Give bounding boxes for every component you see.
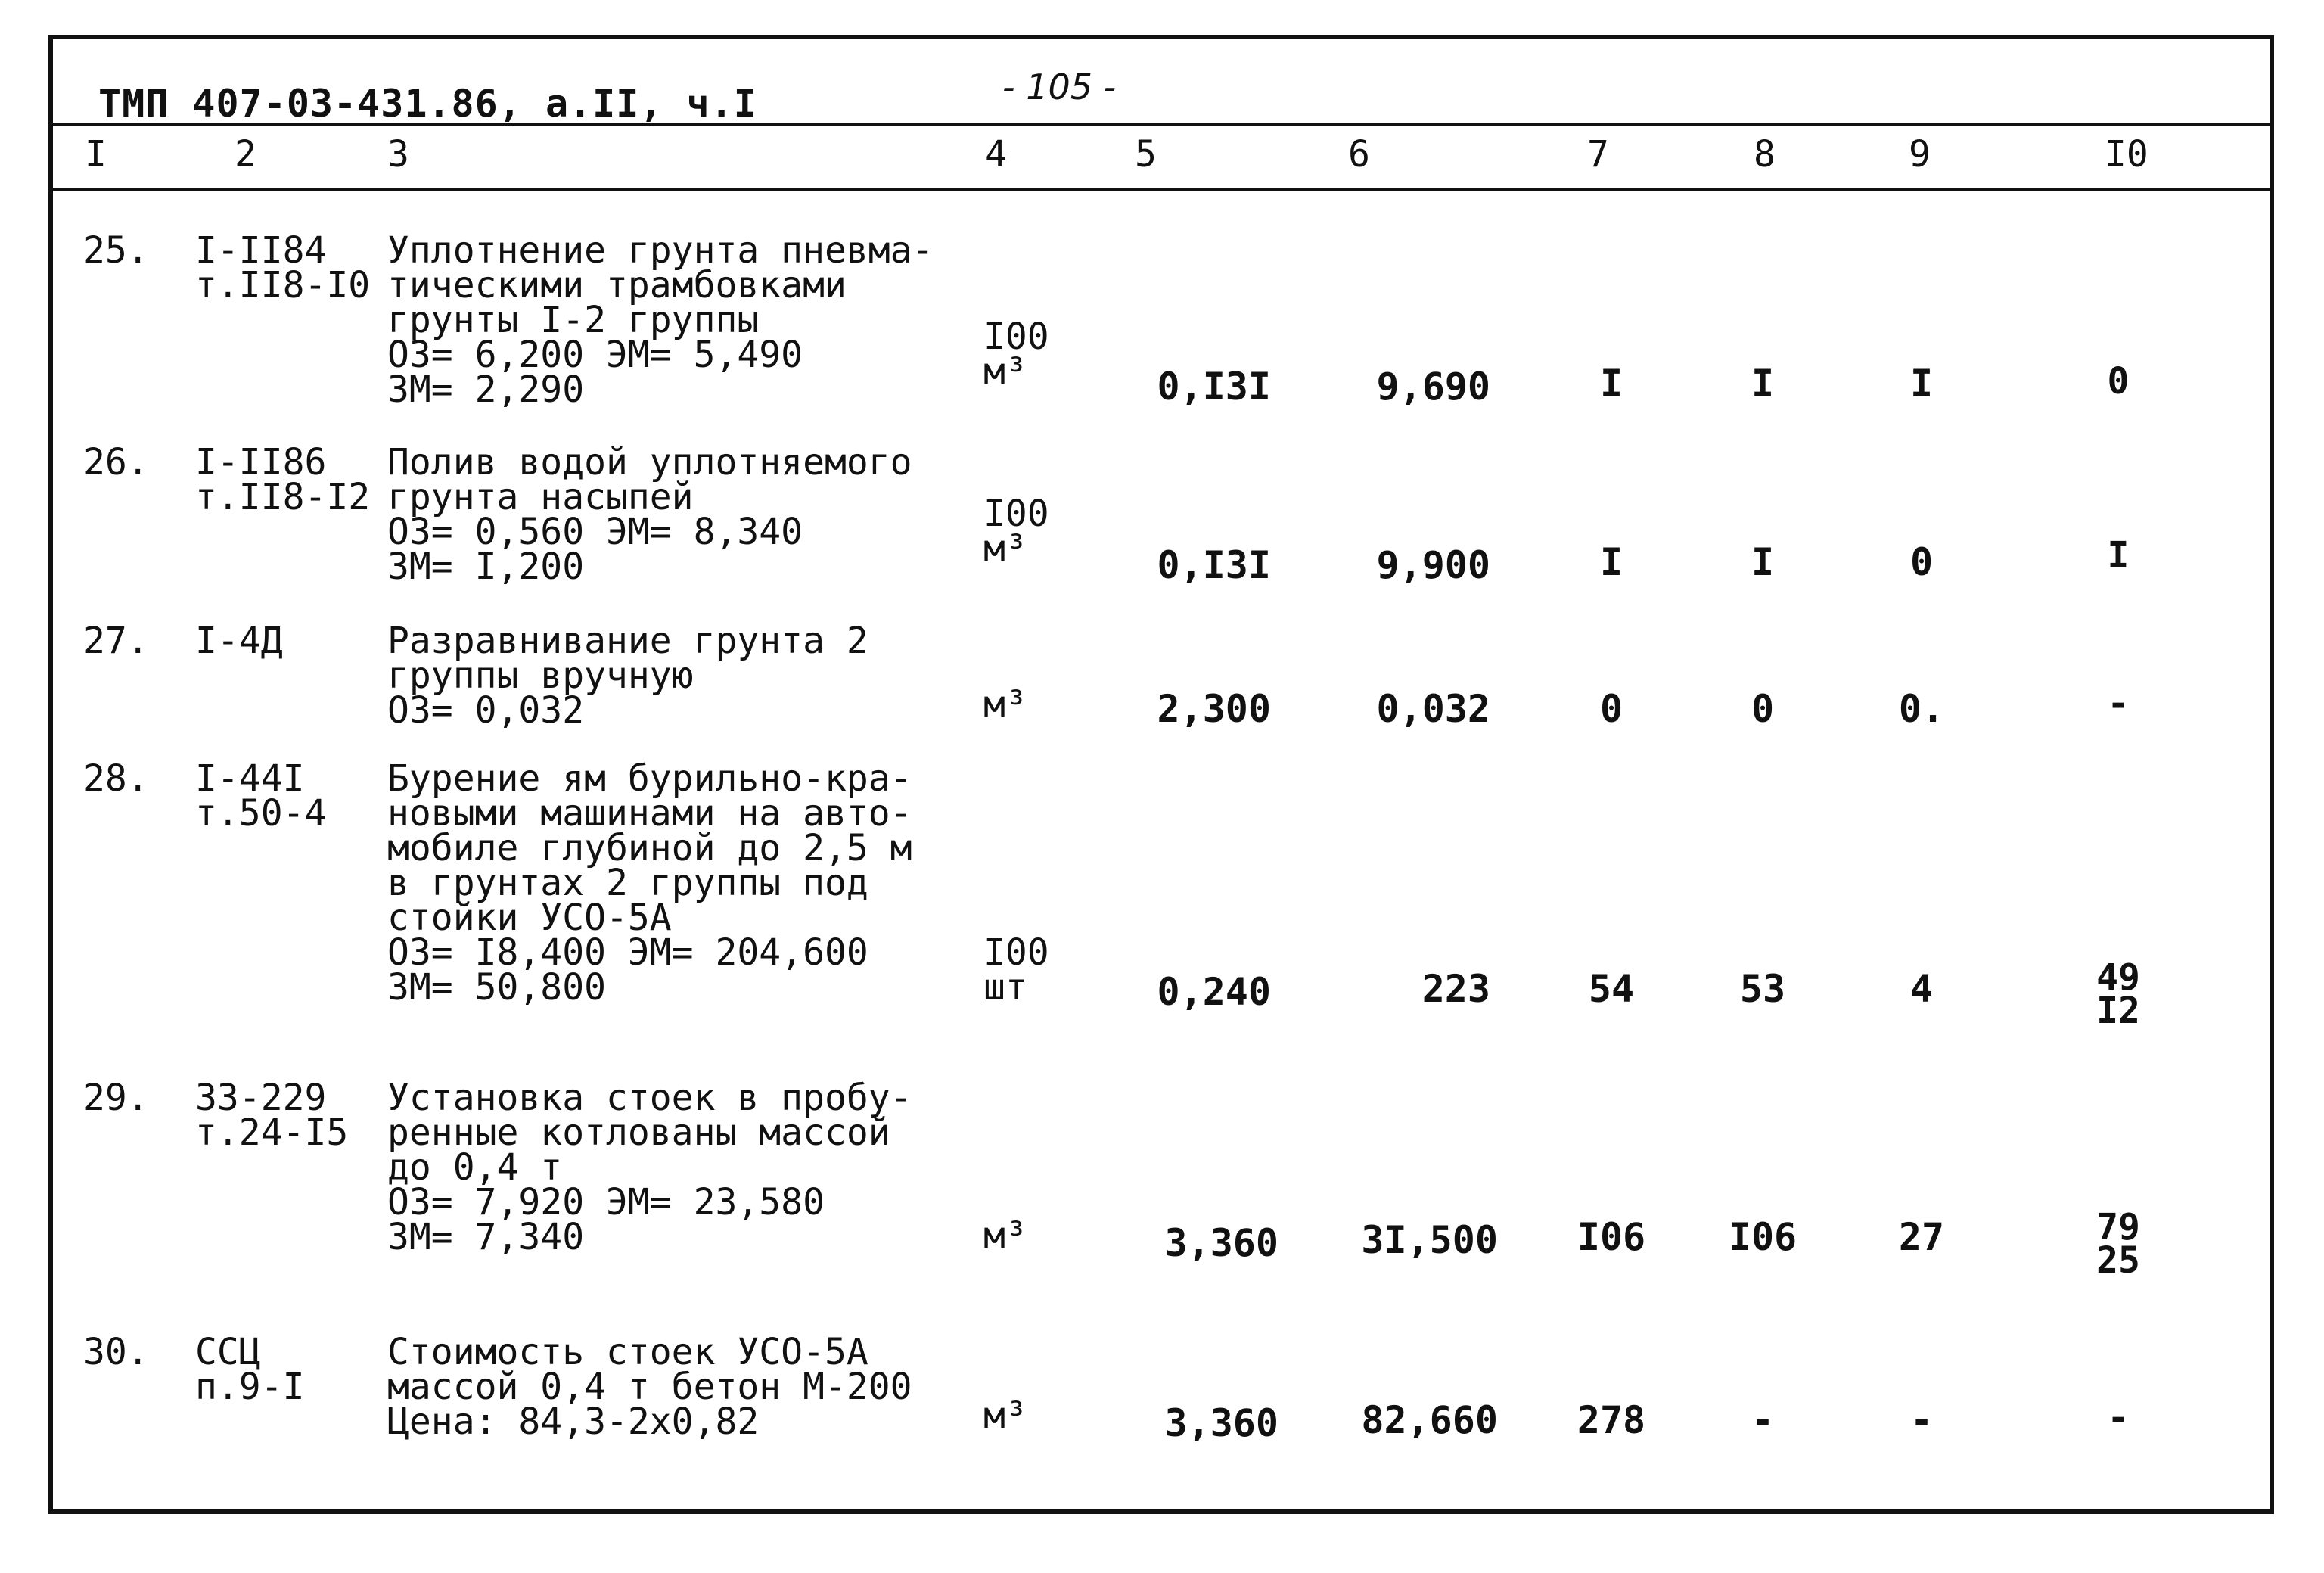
norm-code: I-II84 т.II8-I0 [195, 229, 371, 306]
total-cost: 278 [1577, 1398, 1646, 1442]
quantity: 3,360 [1164, 1221, 1279, 1265]
row-number: 27. [83, 620, 149, 662]
machine-cost: - [1909, 1398, 1934, 1442]
column-number-4: 4 [985, 133, 1007, 176]
row-number: 30. [83, 1331, 149, 1373]
total-cost: I [1599, 540, 1623, 584]
column-number-10: I0 [2105, 133, 2148, 176]
total-cost: I [1599, 362, 1623, 406]
work-description: Стоимость стоек УСО-5А массой 0,4 т бетон М-200 Цена: 84,3-2x0,82 [387, 1331, 912, 1443]
work-description: Полив водой уплотняемого грунта насыпей ОЗ= 0,560 ЭМ= 8,340 ЗМ= I,200 [387, 441, 912, 588]
column-number-2: 2 [235, 133, 256, 176]
quantity: 0,240 [1157, 970, 1271, 1014]
quantity: 3,360 [1164, 1401, 1279, 1445]
unit-cost: 223 [1421, 967, 1490, 1011]
column-number-3: 3 [387, 133, 409, 176]
norm-code: I-44I т.50-4 [195, 757, 327, 835]
work-description: Бурение ям бурильно-кра- новыми машинами на авто- мобиле глубиной до 2,5 м в грунтах 2 группы под стойки УСО-5А ОЗ= I8,400 ЭМ= 204,600 ЗМ= 50,800 [387, 757, 912, 1009]
total-cost: 54 [1588, 967, 1635, 1011]
machinist-wages: 79 25 [2096, 1206, 2140, 1282]
unit-of-measure: м³ [983, 1214, 1027, 1257]
unit-of-measure: м³ [983, 683, 1027, 726]
unit-of-measure: I00 шт [983, 931, 1049, 1009]
machinist-wages: - [2107, 682, 2130, 725]
column-number-8: 8 [1754, 133, 1776, 176]
wages: I [1751, 362, 1775, 406]
machinist-wages: - [2107, 1397, 2130, 1439]
column-number-1: I [85, 133, 107, 176]
norm-code: 33-229 т.24-I5 [195, 1077, 349, 1154]
page-number: - 105 - [1002, 67, 1117, 107]
unit-cost: 3I,500 [1361, 1218, 1498, 1262]
unit-cost: 0,032 [1376, 687, 1490, 731]
document-frame [48, 35, 2274, 1514]
quantity: 0,I3I [1157, 365, 1271, 409]
machine-cost: 0. [1898, 687, 1945, 731]
wages: I [1751, 540, 1775, 584]
work-description: Разравнивание грунта 2 группы вручную ОЗ= 0,032 [387, 620, 868, 732]
norm-code: I-4Д [195, 620, 283, 662]
machine-cost: I [1909, 362, 1934, 406]
wages: 0 [1751, 687, 1775, 731]
machine-cost: 27 [1898, 1215, 1945, 1259]
wages: 53 [1739, 967, 1786, 1011]
wages: I06 [1728, 1215, 1797, 1259]
row-number: 28. [83, 757, 149, 800]
norm-code: I-II86 т.II8-I2 [195, 441, 371, 518]
machinist-wages: 49 I2 [2096, 956, 2140, 1032]
total-cost: 0 [1599, 687, 1623, 731]
work-description: Установка стоек в пробу- ренные котлованы массой до 0,4 т ОЗ= 7,920 ЭМ= 23,580 ЗМ= 7,340 [387, 1077, 912, 1258]
row-number: 26. [83, 441, 149, 483]
wages: - [1751, 1398, 1775, 1442]
unit-cost: 82,660 [1361, 1398, 1498, 1442]
machinist-wages: I [2107, 534, 2130, 577]
column-number-6: 6 [1348, 133, 1370, 176]
unit-cost: 9,690 [1376, 365, 1490, 409]
norm-code: ССЦ п.9-I [195, 1331, 305, 1408]
row-number: 29. [83, 1077, 149, 1119]
column-header-divider [48, 188, 2274, 191]
work-description: Уплотнение грунта пневма- тическими трамбовками грунты I-2 группы ОЗ= 6,200 ЭМ= 5,490 ЗМ= 2,290 [387, 229, 934, 411]
unit-of-measure: I00 м³ [983, 493, 1049, 570]
quantity: 0,I3I [1157, 543, 1271, 587]
quantity: 2,300 [1157, 687, 1271, 731]
document-code: ТМП 407-03-431.86, а.II, ч.I [98, 82, 757, 126]
column-number-9: 9 [1909, 133, 1931, 176]
unit-of-measure: I00 м³ [983, 316, 1049, 393]
column-number-7: 7 [1587, 133, 1609, 176]
row-number: 25. [83, 229, 149, 272]
unit-of-measure: м³ [983, 1394, 1027, 1437]
column-number-5: 5 [1135, 133, 1157, 176]
total-cost: I06 [1577, 1215, 1646, 1259]
machinist-wages: 0 [2107, 360, 2130, 403]
unit-cost: 9,900 [1376, 543, 1490, 587]
machine-cost: 0 [1909, 540, 1934, 584]
machine-cost: 4 [1909, 967, 1934, 1011]
